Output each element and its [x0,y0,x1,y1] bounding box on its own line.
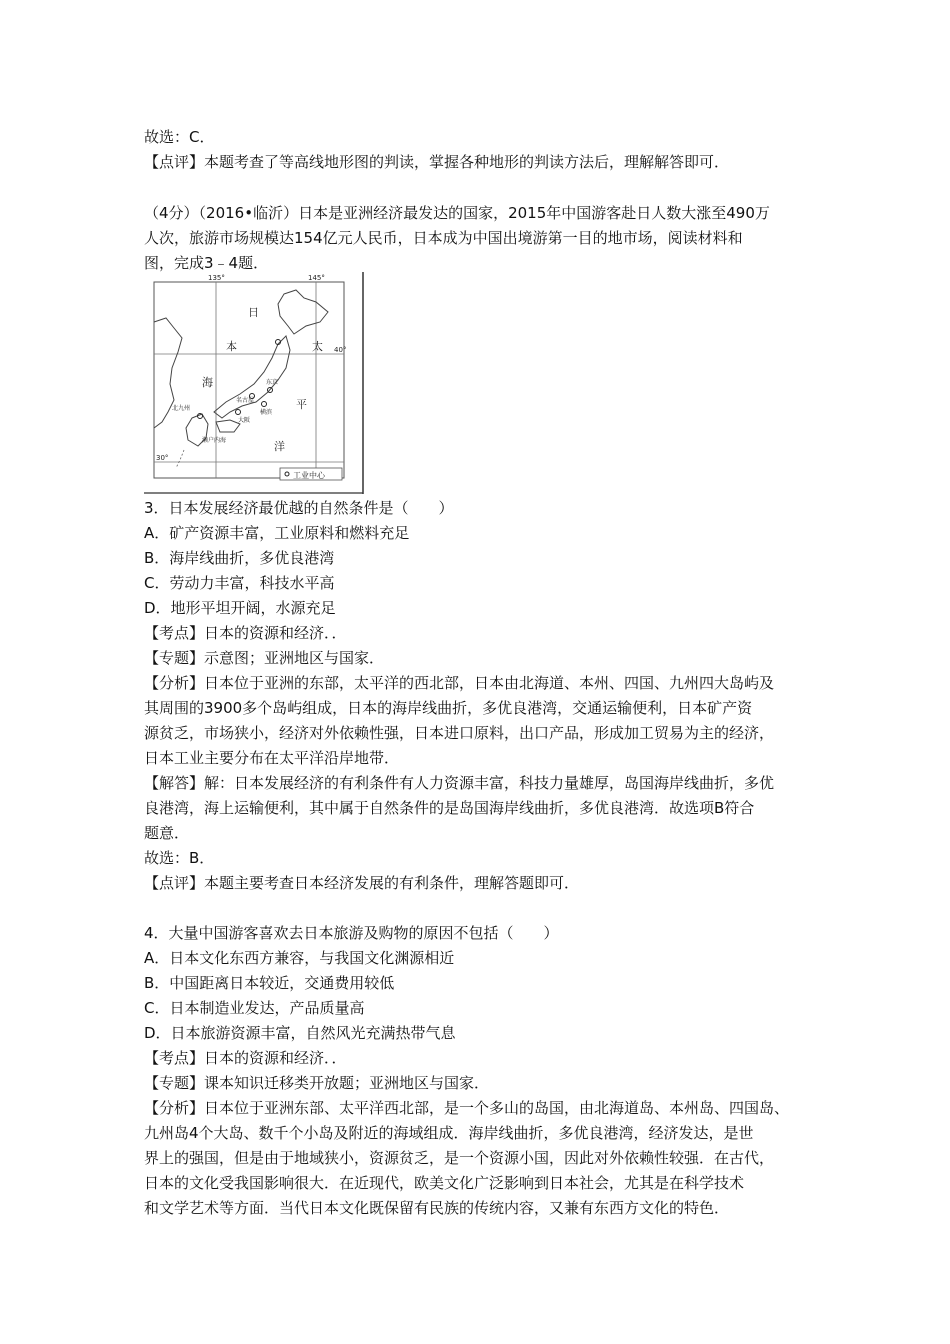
q4-analysis-4: 日本的文化受我国影响很大．在近现代，欧美文化广泛影响到日本社会，尤其是在科学技术 [144,1174,745,1192]
q3-analysis-1: 【分析】日本位于亚洲的东部，太平洋的西北部，日本由北海道、本州、四国、九州四大岛屿及 [144,674,775,692]
q3-solution-3: 题意． [144,824,190,842]
material-line-1: （4分）（2016•临沂）日本是亚洲经济最发达的国家，2015年中国游客赴日人数大涨至490万 [144,204,770,222]
city-tokyo: 东京 [266,379,279,386]
city-kitakyushu: 北九州 [172,405,191,412]
sea-word-1: 日 [248,306,259,319]
lat-label-30: 30° [156,454,169,462]
sea-word-3: 海 [202,376,213,389]
q4-option-a: A．日本文化东西方兼容，与我国文化渊源相近 [144,949,455,967]
japan-map-figure [144,272,365,494]
q3-analysis-4: 日本工业主要分布在太平洋沿岸地带． [144,749,400,767]
q3-option-a: A．矿产资源丰富，工业原料和燃料充足 [144,524,410,542]
q3-analysis-3: 源贫乏，市场狭小，经济对外依赖性强，日本进口原料，出口产品，形成加工贸易为主的经济， [144,724,775,742]
lon-label-145: 145° [308,274,325,282]
q4-option-c: C．日本制造业发达，产品质量高 [144,999,365,1017]
q4-analysis-3: 界上的强国，但是由于地域狭小，资源贫乏，是一个资源小国，因此对外依赖性较强．在古代， [144,1149,775,1167]
ocean-word-1: 太 [312,340,323,353]
sea-word-2: 本 [226,340,237,353]
q3-option-c: C．劳动力丰富，科技水平高 [144,574,335,592]
ocean-word-2: 平 [296,398,307,411]
q4-topic: 【专题】课本知识迁移类开放题；亚洲地区与国家． [144,1074,490,1092]
inland-sea-label: 濑户内海 [202,437,227,444]
material-line-3: 图，完成3﹣4题． [144,254,269,272]
q3-analysis-2: 其周围的3900多个岛屿组成，日本的海岸线曲折，多优良港湾，交通运输便利，日本矿产资 [144,699,753,717]
q3-solution-1: 【解答】解：日本发展经济的有利条件有人力资源丰富，科技力量雄厚，岛国海岸线曲折，多优 [144,774,775,792]
q4-analysis-5: 和文学艺术等方面．当代日本文化既保留有民族的传统内容，又兼有东西方文化的特色． [144,1199,730,1217]
city-nagoya: 名古屋 [236,397,255,404]
material-line-2: 人次，旅游市场规模达154亿元人民币，日本成为中国出境游第一目的地市场，阅读材料和 [144,229,743,247]
comment-line: 【点评】本题考查了等高线地形图的判读，掌握各种地形的判读方法后，理解解答即可． [144,153,730,171]
lat-label-40: 40° [334,346,347,354]
q3-knowledge-point: 【考点】日本的资源和经济．． [144,624,347,642]
q4-analysis-1: 【分析】日本位于亚洲东部、太平洋西北部，是一个多山的岛国，由北海道岛、本州岛、四国岛、 [144,1099,790,1117]
q3-comment: 【点评】本题主要考查日本经济发展的有利条件，理解答题即可． [144,874,580,892]
answer-line: 故选：C． [144,128,215,146]
q4-analysis-2: 九州岛4个大岛、数千个小岛及附近的海域组成．海岸线曲折，多优良港湾，经济发达，是世 [144,1124,754,1142]
q3-topic: 【专题】示意图；亚洲地区与国家． [144,649,385,667]
question-4: 4．大量中国游客喜欢去日本旅游及购物的原因不包括（ ） [144,924,559,942]
city-yokohama: 横滨 [260,409,273,416]
question-3: 3．日本发展经济最优越的自然条件是（ ） [144,499,454,517]
q3-answer: 故选：B． [144,849,215,867]
q4-option-b: B．中国距离日本较近，交通费用较低 [144,974,395,992]
q3-option-d: D．地形平坦开阔，水源充足 [144,599,336,617]
q3-option-b: B．海岸线曲折，多优良港湾 [144,549,335,567]
q3-solution-2: 良港湾，海上运输便利，其中属于自然条件的是岛国海岸线曲折，多优良港湾．故选项B符合 [144,799,755,817]
q4-knowledge-point: 【考点】日本的资源和经济．． [144,1049,347,1067]
city-osaka: 大阪 [238,417,251,424]
map-legend-label: 工业中心 [293,471,325,480]
q4-option-d: D．日本旅游资源丰富，自然风光充满热带气息 [144,1024,456,1042]
ocean-word-3: 洋 [274,440,285,453]
lon-label-135: 135° [208,274,225,282]
japan-map [144,272,365,494]
